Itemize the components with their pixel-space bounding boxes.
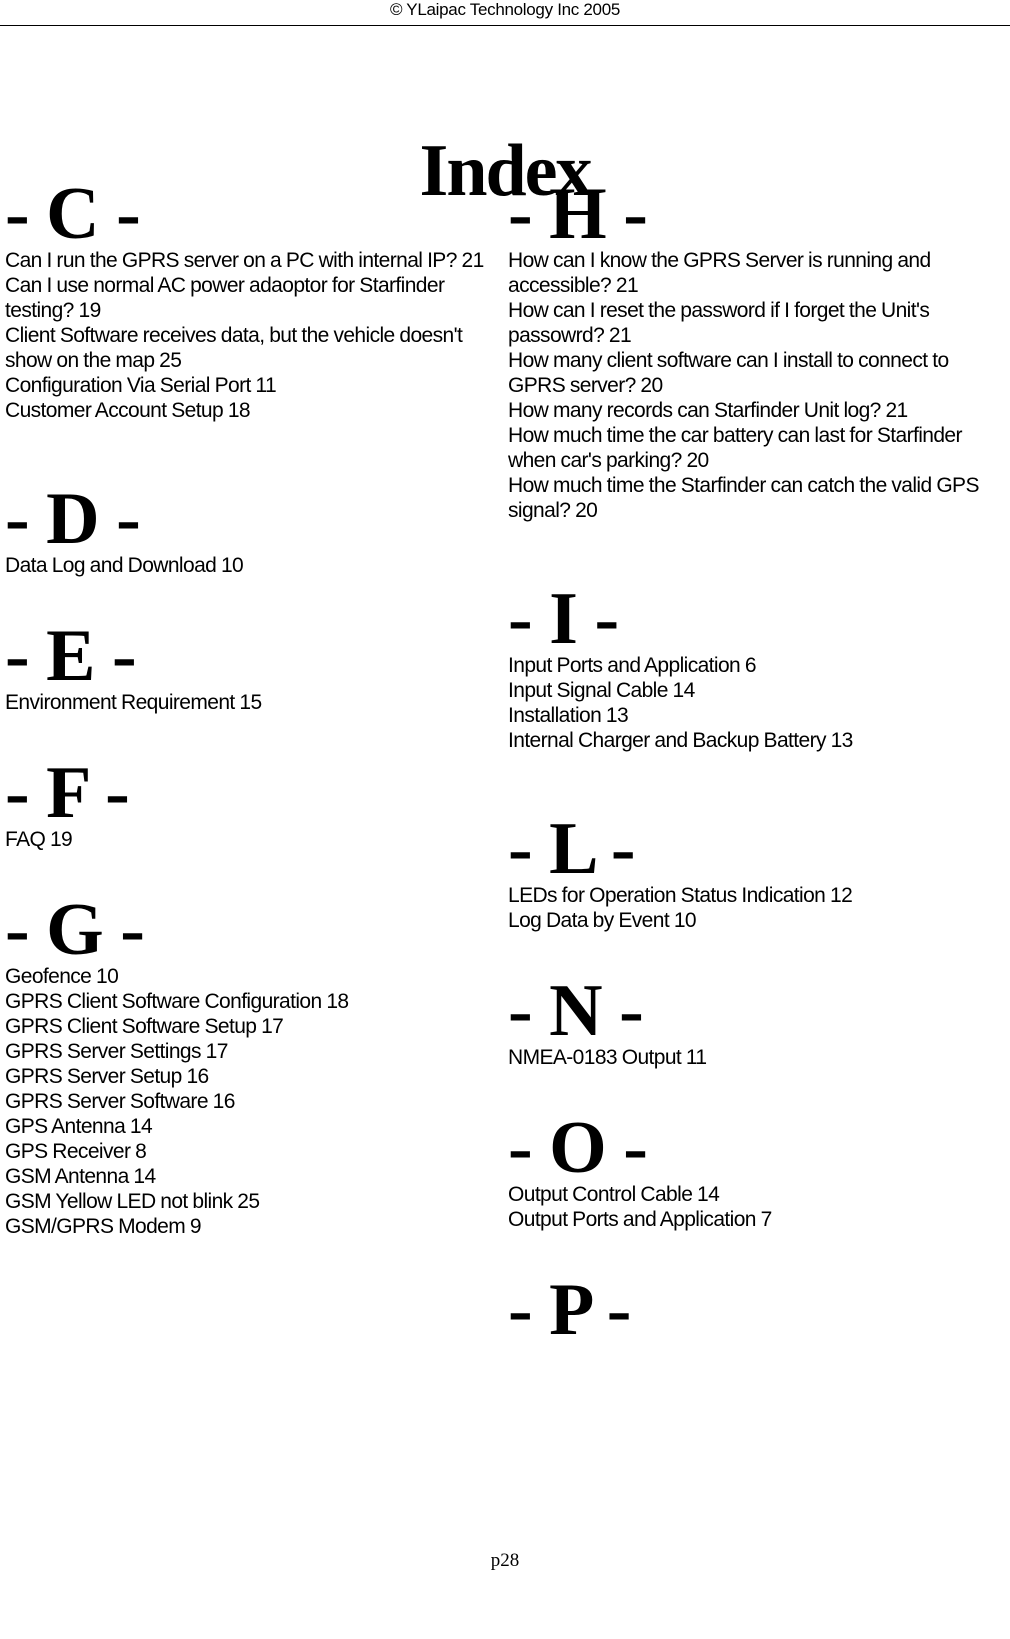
index-entry: Environment Requirement 15: [5, 691, 262, 714]
section-heading-o: - O -: [508, 1107, 647, 1189]
entry-list-n: [508, 1045, 1008, 1070]
index-section-o: [508, 1106, 1008, 1232]
section-heading-g: - G -: [5, 889, 144, 971]
index-entry: How much time the Starfinder can catch the valid GPS signal? 20: [508, 474, 979, 522]
index-entry: GPRS Server Software 16: [5, 1090, 235, 1113]
index-column-left: [5, 172, 485, 1239]
index-entry: Can I run the GPRS server on a PC with internal IP? 21: [5, 249, 484, 272]
index-entry: Output Control Cable 14: [508, 1183, 720, 1206]
page-number: p28: [490, 1550, 520, 1571]
section-spacer: [508, 1070, 1008, 1106]
entry-list-o: [508, 1182, 1008, 1232]
section-spacer: [5, 423, 485, 477]
index-section-l: [508, 807, 1008, 933]
index-entry: Input Ports and Application 6: [508, 654, 756, 677]
index-section-e: [5, 614, 485, 715]
index-entry: How can I know the GPRS Server is running and accessible? 21: [508, 249, 931, 297]
entry-list-i: [508, 653, 1008, 753]
index-entry: Geofence 10: [5, 965, 119, 988]
index-entry: Client Software receives data, but the vehicle doesn't show on the map 25: [5, 324, 463, 372]
section-heading-n: - N -: [508, 970, 643, 1052]
index-entry: How many client software can I install to connect to GPRS server? 20: [508, 349, 949, 397]
section-heading-c: - C -: [5, 173, 140, 255]
entry-list-e: [5, 690, 485, 715]
index-entry: How can I reset the password if I forget the Unit's passowrd? 21: [508, 299, 930, 347]
index-entry: Installation 13: [508, 704, 629, 727]
section-spacer: [508, 523, 1008, 577]
index-section-p: [508, 1268, 1008, 1352]
entry-list-l: [508, 883, 1008, 933]
index-entry: GSM Antenna 14: [5, 1165, 156, 1188]
entry-list-h: [508, 248, 1008, 523]
section-heading-i: - I -: [508, 578, 619, 660]
index-section-g: [5, 888, 485, 1239]
index-entry: How many records can Starfinder Unit log? 21: [508, 399, 908, 422]
index-entry: GPRS Client Software Setup 17: [5, 1015, 284, 1038]
index-entry: FAQ 19: [5, 828, 73, 851]
index-entry: Internal Charger and Backup Battery 13: [508, 729, 853, 752]
index-entry: GPRS Server Settings 17: [5, 1040, 228, 1063]
index-section-h: [508, 172, 1008, 523]
section-spacer: [508, 753, 1008, 807]
entry-list-g: [5, 964, 485, 1239]
index-column-right: [508, 172, 1008, 1351]
section-heading-h: - H -: [508, 173, 647, 255]
section-spacer: [5, 715, 485, 751]
section-spacer: [5, 578, 485, 614]
index-entry: GPRS Server Setup 16: [5, 1065, 209, 1088]
index-entry: LEDs for Operation Status Indication 12: [508, 884, 853, 907]
index-section-f: [5, 751, 485, 852]
section-heading-l: - L -: [508, 808, 635, 890]
index-section-n: [508, 969, 1008, 1070]
index-entry: Log Data by Event 10: [508, 909, 696, 932]
index-section-c: [5, 172, 485, 423]
index-section-d: [5, 477, 485, 578]
entry-list-c: [5, 248, 485, 423]
index-entry: GSM Yellow LED not blink 25: [5, 1190, 260, 1213]
header-divider: [0, 25, 1010, 26]
index-entry: GPS Receiver 8: [5, 1140, 147, 1163]
index-entry: Output Ports and Application 7: [508, 1208, 772, 1231]
index-entry: Input Signal Cable 14: [508, 679, 695, 702]
entry-list-d: [5, 553, 485, 578]
section-heading-p: - P -: [508, 1269, 631, 1351]
index-entry: GPS Antenna 14: [5, 1115, 153, 1138]
index-entry: How much time the car battery can last for Starfinder when car's parking? 20: [508, 424, 962, 472]
index-entry: Customer Account Setup 18: [5, 399, 250, 422]
section-spacer: [5, 852, 485, 888]
index-section-i: [508, 577, 1008, 753]
index-entry: NMEA-0183 Output 11: [508, 1046, 707, 1069]
index-entry: GPRS Client Software Configuration 18: [5, 990, 349, 1013]
index-entry: Can I use normal AC power adaoptor for Starfinder testing? 19: [5, 274, 445, 322]
index-entry: Configuration Via Serial Port 11: [5, 374, 277, 397]
index-entry: GSM/GPRS Modem 9: [5, 1215, 201, 1238]
index-title: Index: [419, 129, 591, 212]
index-entry: Data Log and Download 10: [5, 554, 244, 577]
section-heading-d: - D -: [5, 478, 140, 560]
section-heading-e: - E -: [5, 615, 136, 697]
section-spacer: [508, 933, 1008, 969]
page-header-copyright: © YLaipac Technology Inc 2005: [389, 0, 621, 19]
section-spacer: [508, 1232, 1008, 1268]
section-heading-f: - F -: [5, 752, 129, 834]
